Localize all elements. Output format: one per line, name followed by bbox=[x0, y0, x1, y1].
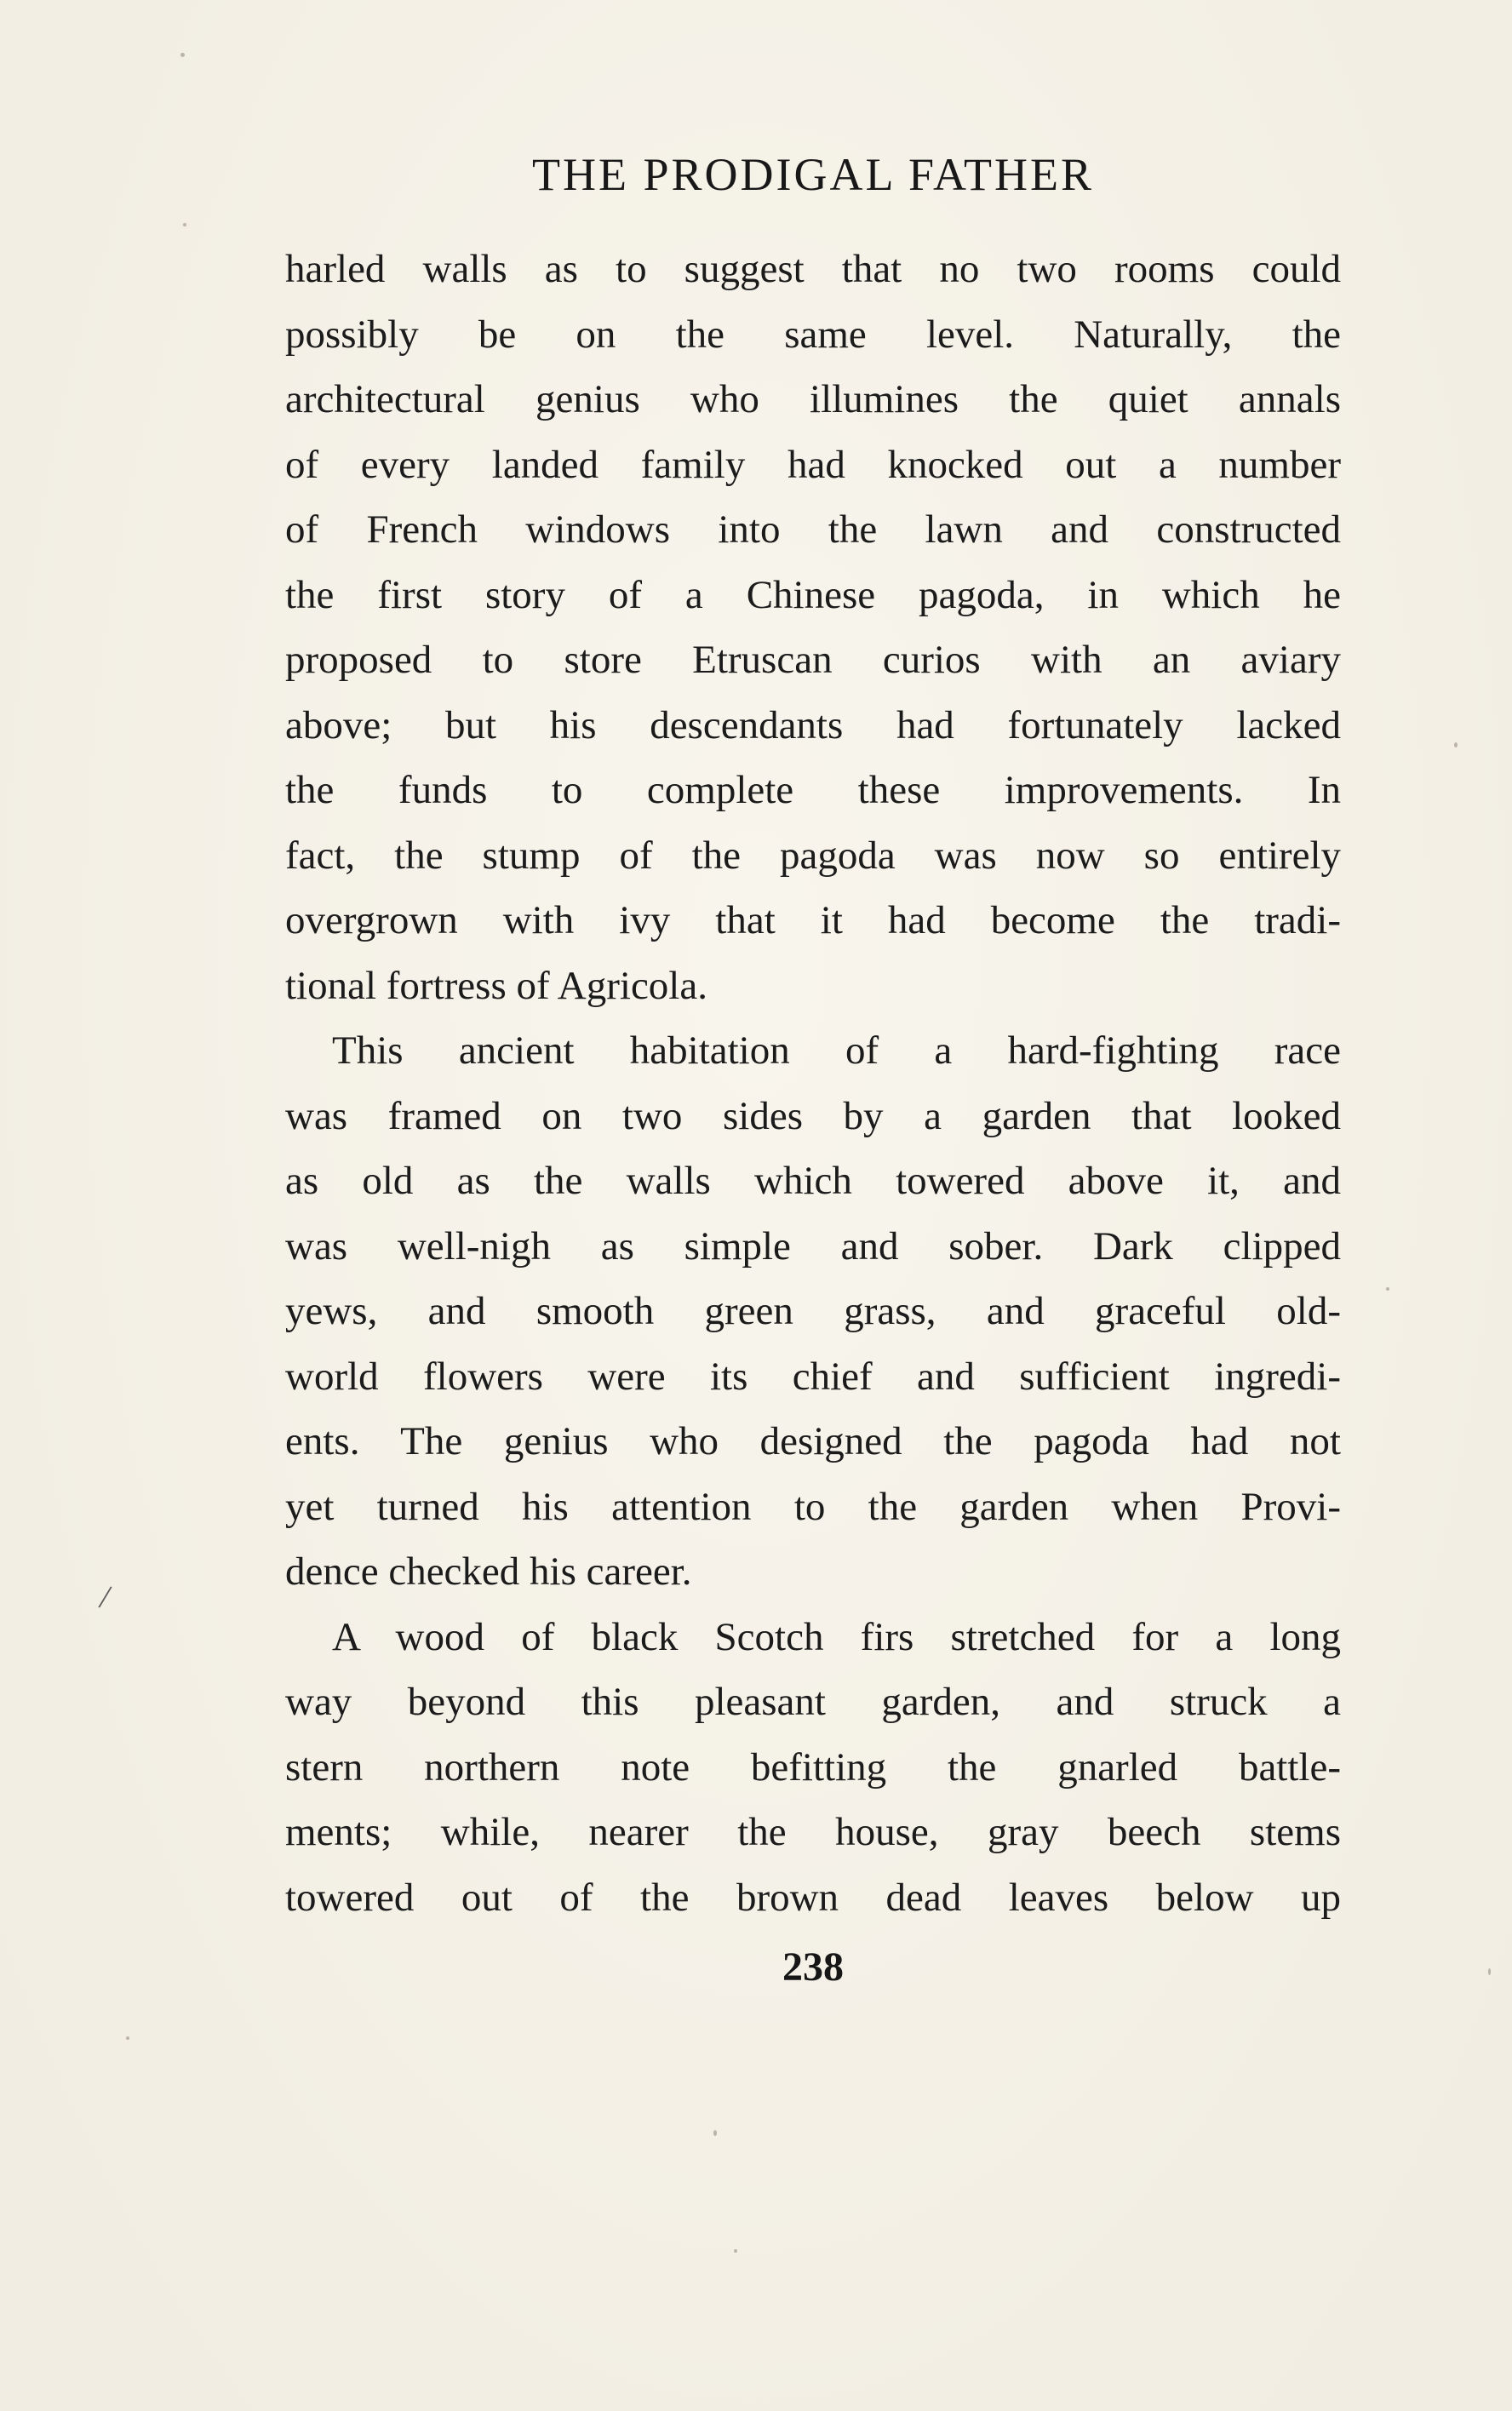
page-header-title: THE PRODIGAL FATHER bbox=[532, 149, 1094, 200]
text-line: the funds to complete these improvements. In bbox=[285, 768, 1341, 812]
text-line: way beyond this pleasant garden, and struck a bbox=[285, 1680, 1341, 1724]
scan-speck bbox=[713, 2130, 717, 2136]
scan-speck bbox=[126, 2036, 129, 2040]
page-number: 238 bbox=[782, 1944, 844, 1990]
text-line: of French windows into the lawn and constructed bbox=[285, 507, 1341, 552]
text-line: A wood of black Scotch firs stretched for a long bbox=[332, 1614, 1341, 1659]
text-line: ments; while, nearer the house, gray beech stems bbox=[285, 1810, 1341, 1854]
text-line: possibly be on the same level. Naturally, the bbox=[285, 312, 1341, 357]
scan-speck bbox=[734, 2249, 737, 2253]
text-line: proposed to store Etruscan curios with an aviary bbox=[285, 638, 1341, 682]
text-line: world flowers were its chief and sufficient ingredi- bbox=[285, 1354, 1341, 1399]
text-line: stern northern note befitting the gnarled battle- bbox=[285, 1744, 1341, 1790]
text-line: as old as the walls which towered above it, and bbox=[285, 1159, 1341, 1203]
paragraph bbox=[285, 237, 1341, 1018]
text-line: was framed on two sides by a garden that looked bbox=[285, 1093, 1341, 1138]
text-line: towered out of the brown dead leaves below up bbox=[285, 1875, 1341, 1920]
text-line: yews, and smooth green grass, and graceful old- bbox=[285, 1289, 1341, 1333]
paragraph bbox=[285, 1018, 1341, 1605]
text-line: architectural genius who illumines the quiet annals bbox=[285, 377, 1341, 421]
scan-speck bbox=[1386, 1287, 1389, 1291]
scan-speck bbox=[183, 223, 186, 226]
text-line: This ancient habitation of a hard-fighting race bbox=[332, 1028, 1341, 1073]
text-line: fact, the stump of the pagoda was now so entirely bbox=[285, 833, 1341, 878]
text-line: harled walls as to suggest that no two rooms could bbox=[285, 247, 1341, 291]
text-line: above; but his descendants had fortunately lacked bbox=[285, 702, 1341, 747]
paragraph bbox=[285, 1605, 1341, 1931]
text-line: ents. The genius who designed the pagoda had not bbox=[285, 1419, 1341, 1463]
scan-speck bbox=[1488, 1968, 1491, 1975]
text-line: of every landed family had knocked out a number bbox=[285, 442, 1341, 487]
scan-mark: / bbox=[96, 1577, 114, 1617]
text-line: yet turned his attention to the garden when Provi- bbox=[285, 1484, 1341, 1529]
text-line: was well-nigh as simple and sober. Dark clipped bbox=[285, 1223, 1341, 1268]
text-line: tional fortress of Agricola. bbox=[285, 963, 707, 1008]
scan-speck bbox=[1454, 742, 1458, 747]
text-block bbox=[285, 145, 1341, 2000]
text-line: the first story of a Chinese pagoda, in which he bbox=[285, 572, 1341, 617]
text-line: dence checked his career. bbox=[285, 1549, 692, 1594]
scan-speck bbox=[180, 53, 185, 57]
text-line: overgrown with ivy that it had become the tradi- bbox=[285, 898, 1341, 942]
